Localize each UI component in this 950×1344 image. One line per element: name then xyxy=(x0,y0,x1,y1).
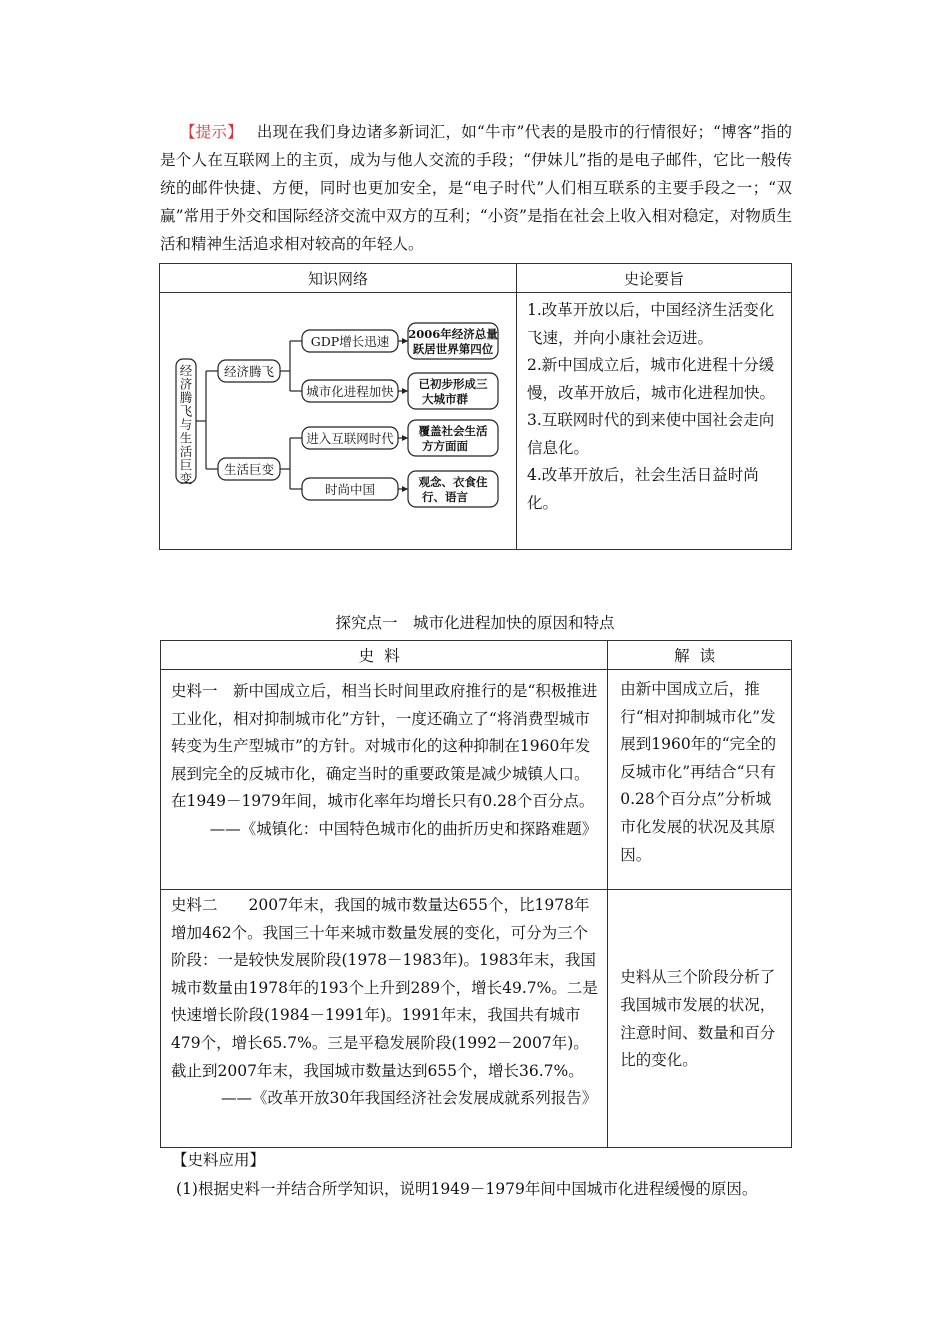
hint-paragraph xyxy=(160,118,792,258)
source-two-text: 史料二 2007年末，我国的城市数量达655个，比1978年增加462个。我国三十年来城市数量发展的变化，可分为三个阶段：一是较快发展阶段(1978－1983年)。1983年末，我国城市数量由1978年的193个上升到289个，增长49.7%。二是快速增长阶段(1984－1991年)。1991年末，我国共有城市479个，增长65.7%。三是平稳发展阶段(1992－2007年)。截止到2007年末，我国城市数量达到655个，增长36.7%。 xyxy=(171,896,598,1080)
interpretation-two-cell xyxy=(608,890,792,1148)
interpretation-two-text: 史料从三个阶段分析了我国城市发展的状况，注意时间、数量和百分比的变化。 xyxy=(620,968,776,1070)
source-analysis-table xyxy=(160,640,792,1148)
leaf-internet-line2: 方方面面 xyxy=(422,439,468,453)
source-one-citation: ——《城镇化：中国特色城市化的曲折历史和探路难题》 xyxy=(209,819,598,838)
leaf-fashion-line2: 行、语言 xyxy=(422,490,468,504)
gist-point: 4.改革开放后，社会生活日益时尚化。 xyxy=(527,466,759,512)
knowledge-network-diagram xyxy=(160,293,516,545)
node-gdp-label: GDP增长迅速 xyxy=(310,334,390,349)
interpretation-header: 解读 xyxy=(608,641,792,670)
source-header: 史料 xyxy=(161,641,608,670)
knowledge-table xyxy=(159,263,792,550)
history-gist-header: 史论要旨 xyxy=(517,264,792,293)
history-gist-cell xyxy=(517,293,792,550)
node-internet-label: 进入互联网时代 xyxy=(306,431,394,446)
source-one-cell xyxy=(161,670,608,890)
source-two-citation: ——《改革开放30年我国经济社会发展成就系列报告》 xyxy=(221,1089,598,1108)
question-one: (1)根据史料一并结合所学知识，说明1949－1979年间中国城市化进程缓慢的原因。 xyxy=(176,1180,758,1198)
leaf-fashion-line1: 观念、衣食住 xyxy=(418,475,488,489)
application-heading: 【史料应用】 xyxy=(172,1151,266,1169)
knowledge-network-cell xyxy=(160,293,517,550)
knowledge-network-header: 知识网络 xyxy=(160,264,517,293)
branch-economy-label: 经济腾飞 xyxy=(223,364,275,379)
gist-point: 1.改革开放以后，中国经济生活变化飞速，并向小康社会迈进。 xyxy=(527,301,775,347)
source-two-cell xyxy=(161,890,608,1148)
interpretation-one-cell xyxy=(608,670,792,890)
application-section xyxy=(172,1146,757,1204)
node-fashion-label: 时尚中国 xyxy=(324,482,376,497)
branch-life-label: 生活巨变 xyxy=(223,462,275,477)
hint-text: 出现在我们身边诸多新词汇，如“牛市”代表的是股市的行情很好；“博客”指的是个人在互联网上的主页，成为与他人交流的手段；“伊妹儿”指的是电子邮件，它比一般传统的邮件快捷、方便，同时也更加安全，是“电子时代”人们相互联系的主要手段之一；“双赢”常用于外交和国际经济交流中双方的互利；“小资”是指在社会上收入相对稳定，对物质生活和精神生活追求相对较高的年轻人。 xyxy=(160,123,792,253)
leaf-gdp-line1: 2006年经济总量 xyxy=(408,327,498,341)
source-one-text: 史料一 新中国成立后，相当长时间里政府推行的是“积极推进工业化，相对抑制城市化”方针，一度还确立了“将消费型城市转变为生产型城市”的方针。对城市化的这种抑制在1960年发展到完全的反城市化，确定当时的重要政策是减少城镇人口。在1949－1979年间，城市化率年均增长只有0.28个百分点。 xyxy=(171,682,598,811)
leaf-internet-line1: 覆盖社会生活 xyxy=(418,424,488,438)
root-node-label: 经济腾飞与生活巨变 xyxy=(179,363,193,486)
leaf-gdp-line2: 跃居世界第四位 xyxy=(412,342,494,356)
node-urban-label: 城市化进程加快 xyxy=(306,384,394,399)
section-title: 探究点一 城市化进程加快的原因和特点 xyxy=(335,614,615,632)
leaf-urban-line1: 已初步形成三 xyxy=(418,377,488,391)
gist-point: 2.新中国成立后，城市化进程十分缓慢，改革开放后，城市化进程加快。 xyxy=(527,356,776,402)
gist-point: 3.互联网时代的到来使中国社会走向信息化。 xyxy=(527,411,775,457)
hint-tag: 【提示】 xyxy=(180,123,243,141)
interpretation-one-text: 由新中国成立后，推行“相对抑制城市化”发展到1960年的“完全的反城市化”再结合“只有0.28个百分点”分析城市化发展的状况及其原因。 xyxy=(620,680,777,864)
leaf-urban-line2: 大城市群 xyxy=(422,392,468,406)
